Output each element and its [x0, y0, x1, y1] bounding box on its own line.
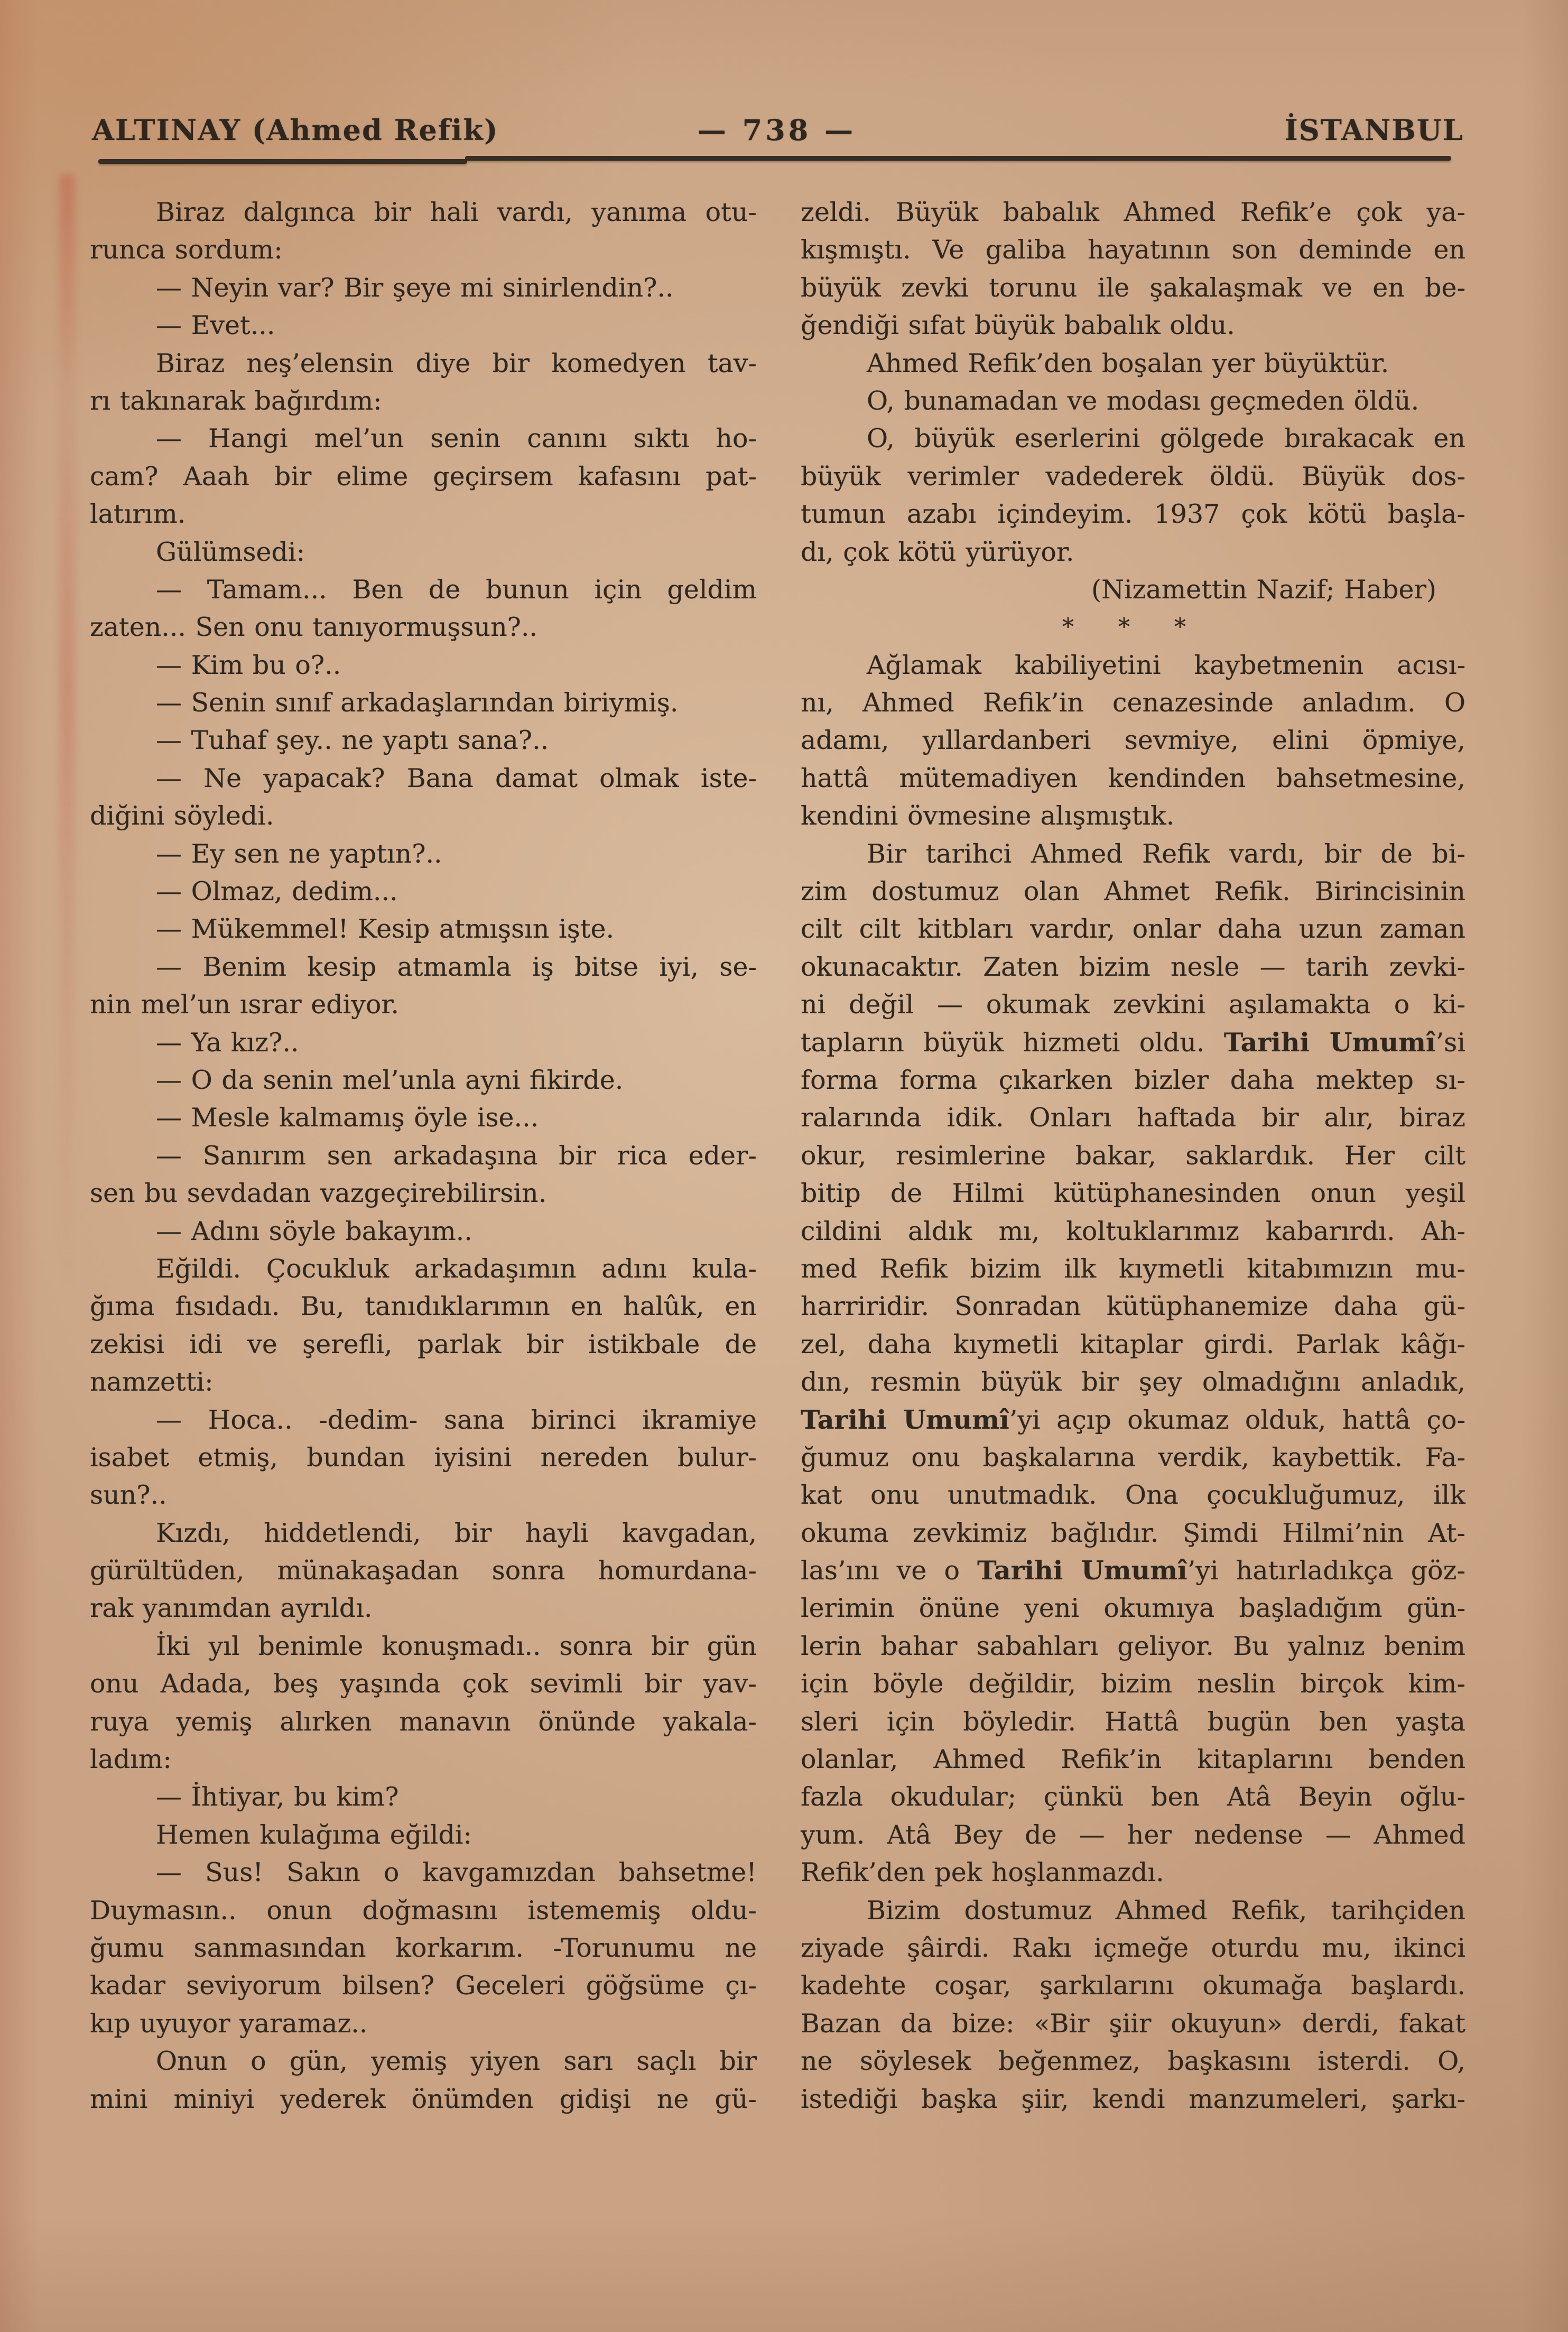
text-line: zim dostumuz olan Ahmet Refik. Birincisinin [801, 876, 1465, 907]
text-line: zeldi. Büyük babalık Ahmed Refik’e çok ya- [801, 197, 1465, 227]
text-line: Biraz neş’elensin diye bir komedyen tav- [156, 348, 757, 378]
text-line: Refik’den pek hoşlanmazdı. [801, 1857, 1164, 1888]
text-line: Bizim dostumuz Ahmed Refik, tarihçiden [867, 1895, 1465, 1926]
text-line: Eğildi. Çocukluk arkadaşımın adını kula- [156, 1253, 757, 1284]
text-line: için böyle değildir, bizim neslin birçok kim- [801, 1669, 1465, 1699]
text-line: — Tamam... Ben de bunun için geldim [156, 574, 757, 605]
text-line: zekisi idi ve şerefli, parlak bir istikbale de [90, 1329, 757, 1359]
text-line: İki yıl benimle konuşmadı.. sonra bir gün [156, 1631, 757, 1661]
text-line: olanlar, Ahmed Refik’in kitaplarını benden [801, 1744, 1465, 1775]
text-line: isabet etmiş, bundan iyisini nereden bulur- [90, 1442, 757, 1473]
text-line: dı, çok kötü yürüyor. [801, 536, 1074, 567]
text-line: — İhtiyar, bu kim? [156, 1782, 399, 1812]
right-column [801, 193, 1465, 2118]
text-line: ruya yemiş alırken manavın önünde yakala- [90, 1706, 757, 1737]
text-line: — O da senin mel’unla ayni fikirde. [156, 1065, 624, 1095]
page-header [90, 113, 1464, 155]
text-line: ğumuz onu başkalarına verdik, kaybettik. Fa- [801, 1442, 1465, 1473]
text-line: fazla okudular; çünkü ben Atâ Beyin oğlu- [801, 1782, 1465, 1812]
text-line: ladım: [90, 1744, 172, 1775]
left-column [90, 193, 757, 2118]
text-line: gürültüden, münakaşadan sonra homurdana- [90, 1556, 757, 1586]
text-line: rak yanımdan ayrıldı. [90, 1593, 373, 1624]
text-line: kadehte coşar, şarkılarını okumağa başlardı. [801, 1970, 1465, 2001]
text-line: latırım. [90, 499, 186, 530]
text-line: — Hoca.. -dedim- sana birinci ikramiye [156, 1404, 757, 1435]
header-author: ALTINAY (Ahmed Refik) [92, 113, 499, 147]
header-rule-left-segment [98, 159, 467, 164]
text-line: tumun azabı içindeyim. 1937 çok kötü başla- [801, 499, 1465, 530]
header-page-number: — 738 — [697, 113, 857, 147]
text-line: Ağlamak kabiliyetini kaybetmenin acısı- [867, 650, 1465, 680]
text-line: Biraz dalgınca bir hali vardı, yanıma otu- [156, 197, 757, 227]
text-line: — Evet... [156, 310, 275, 341]
text-line: ziyade şâirdi. Rakı içmeğe oturdu mu, ikinci [801, 1932, 1465, 1963]
text-line: Bazan da bize: «Bir şiir okuyun» derdi, fakat [801, 2008, 1465, 2039]
text-line: — Mesle kalmamış öyle ise... [156, 1103, 539, 1133]
attribution-line: (Nizamettin Nazif; Haber) [1091, 574, 1436, 605]
text-line: nı, Ahmed Refik’in cenazesinde anladım. O [801, 688, 1465, 718]
text-line: — Kim bu o?.. [156, 650, 341, 680]
text-line: Duymasın.. onun doğmasını istememiş oldu- [90, 1895, 757, 1926]
text-line: adamı, yıllardanberi sevmiye, elini öpmiye, [801, 725, 1465, 756]
text-line: okur, resimlerine bakar, saklardık. Her cilt [801, 1140, 1465, 1171]
text-line: las’ını ve o Tarihi Umumî’yi hatırladıkça göz- [801, 1555, 1466, 1586]
text-line: — Sus! Sakın o kavgamızdan bahsetme! [156, 1857, 757, 1888]
text-line: sleri için böyledir. Hattâ bugün ben yaşta [801, 1706, 1465, 1737]
scan-artifact-streak [59, 174, 75, 1390]
text-line: — Sanırım sen arkadaşına bir rica eder- [156, 1140, 757, 1171]
text-line: — Adını söyle bakayım.. [156, 1216, 472, 1246]
text-line: — Ya kız?.. [156, 1027, 299, 1058]
text-line: zel, daha kıymetli kitaplar girdi. Parlak kâğı- [801, 1329, 1465, 1359]
text-line: Tarihi Umumî’yi açıp okumaz olduk, hattâ ço- [801, 1404, 1466, 1435]
text-line: yum. Atâ Bey de — her nedense — Ahmed [801, 1819, 1465, 1850]
text-line: sun?.. [90, 1480, 167, 1511]
text-line: ğumu sanmasından korkarım. -Torunumu ne [90, 1932, 757, 1963]
text-line: zaten... Sen onu tanıyormuşsun?.. [90, 612, 538, 643]
text-line: — Ey sen ne yaptın?.. [156, 838, 442, 869]
text-line: diğini söyledi. [90, 801, 274, 831]
text-line: kendini övmesine alışmıştık. [801, 801, 1175, 831]
text-line: kıp uyuyor yaramaz.. [90, 2008, 368, 2039]
text-line: lerin bahar sabahları geliyor. Bu yalnız benim [801, 1631, 1465, 1661]
text-line: Ahmed Refik’den boşalan yer büyüktür. [867, 348, 1389, 378]
text-line: Bir tarihci Ahmed Refik vardı, bir de bi- [867, 838, 1465, 869]
text-line: bitip de Hilmi kütüphanesinden onun yeşil [801, 1178, 1465, 1209]
text-line: tapların büyük hizmeti oldu. Tarihi Umumî’si [801, 1026, 1465, 1058]
text-line: Kızdı, hiddetlendi, bir hayli kavgadan, [156, 1517, 757, 1548]
text-line: onu Adada, beş yaşında çok sevimli bir yav- [90, 1669, 757, 1699]
text-line: ni değil — okumak zevkini aşılamakta o ki- [801, 989, 1465, 1020]
text-line: namzetti: [90, 1367, 214, 1398]
text-line: ne söylesek beğenmez, başkasını isterdi. O, [801, 2046, 1465, 2077]
text-line: dın, resmin büyük bir şey olmadığını anladık, [801, 1367, 1465, 1398]
text-line: kat onu unutmadık. Ona çocukluğumuz, ilk [801, 1480, 1465, 1511]
text-line: cam? Aaah bir elime geçirsem kafasını pat- [90, 461, 757, 492]
star-separator: * * * [1062, 614, 1204, 641]
text-line: Onun o gün, yemiş yiyen sarı saçlı bir [156, 2046, 757, 2077]
text-line: lerimin önüne yeni okumıya başladığım gün- [801, 1593, 1465, 1624]
text-line: istediği başka şiir, kendi manzumeleri, şarkı- [801, 2084, 1465, 2114]
text-line: — Benim kesip atmamla iş bitse iyi, se- [156, 951, 757, 982]
text-line: sen bu sevdadan vazgeçirebilirsin. [90, 1178, 547, 1209]
header-city: İSTANBUL [1284, 113, 1464, 147]
text-line: mini miniyi yederek önümden gidişi ne gü- [90, 2084, 757, 2114]
text-line: Gülümsedi: [156, 536, 305, 567]
text-line: O, büyük eserlerini gölgede bırakacak en [867, 423, 1465, 454]
text-line: nin mel’un ısrar ediyor. [90, 989, 400, 1020]
text-line: cilt cilt kitbları vardır, onlar daha uzun zaman [801, 914, 1465, 945]
text-line: — Olmaz, dedim... [156, 876, 398, 907]
text-line: — Mükemmel! Kesip atmışsın işte. [156, 914, 615, 945]
text-line: okuma zevkimiz bağlıdır. Şimdi Hilmi’nin At- [801, 1517, 1465, 1548]
header-rule-right-segment [465, 156, 1451, 161]
text-line: — Hangi mel’un senin canını sıktı ho- [156, 423, 757, 454]
text-line: forma forma çıkarken bizler daha mektep sı- [801, 1065, 1465, 1095]
text-line: Hemen kulağıma eğildi: [156, 1819, 472, 1850]
text-line: cildini aldık mı, koltuklarımız kabarırdı. Ah- [801, 1216, 1465, 1246]
text-line: büyük verimler vadederek öldü. Büyük dos- [801, 461, 1465, 492]
text-line: kışmıştı. Ve galiba hayatının son deminde en [801, 235, 1465, 265]
text-line: — Ne yapacak? Bana damat olmak iste- [156, 763, 757, 793]
text-line: ğendiği sıfat büyük babalık oldu. [801, 310, 1235, 341]
text-line: — Tuhaf şey.. ne yaptı sana?.. [156, 725, 549, 756]
text-line: hattâ mütemadiyen kendinden bahsetmesine, [801, 763, 1465, 793]
text-line: ralarında idik. Onları haftada bir alır, biraz [801, 1103, 1465, 1133]
text-line: med Refik bizim ilk kıymetli kitabımızın mu- [801, 1253, 1465, 1284]
text-line: büyük zevki torunu ile şakalaşmak ve en be- [801, 272, 1465, 303]
text-line: — Senin sınıf arkadaşlarından biriymiş. [156, 688, 679, 718]
text-line: O, bunamadan ve modası geçmeden öldü. [867, 385, 1419, 416]
text-line: runca sordum: [90, 235, 283, 265]
text-line: kadar seviyorum bilsen? Geceleri göğsüme çı- [90, 1970, 757, 2001]
text-line: okunacaktır. Zaten bizim nesle — tarih zevki- [801, 951, 1465, 982]
text-line: — Neyin var? Bir şeye mi sinirlendin?.. [156, 272, 674, 303]
text-line: ğıma fısıdadı. Bu, tanıdıklarımın en halûk, en [90, 1291, 757, 1322]
text-line: harriridir. Sonradan kütüphanemize daha gü- [801, 1291, 1465, 1322]
text-line: rı takınarak bağırdım: [90, 385, 382, 416]
